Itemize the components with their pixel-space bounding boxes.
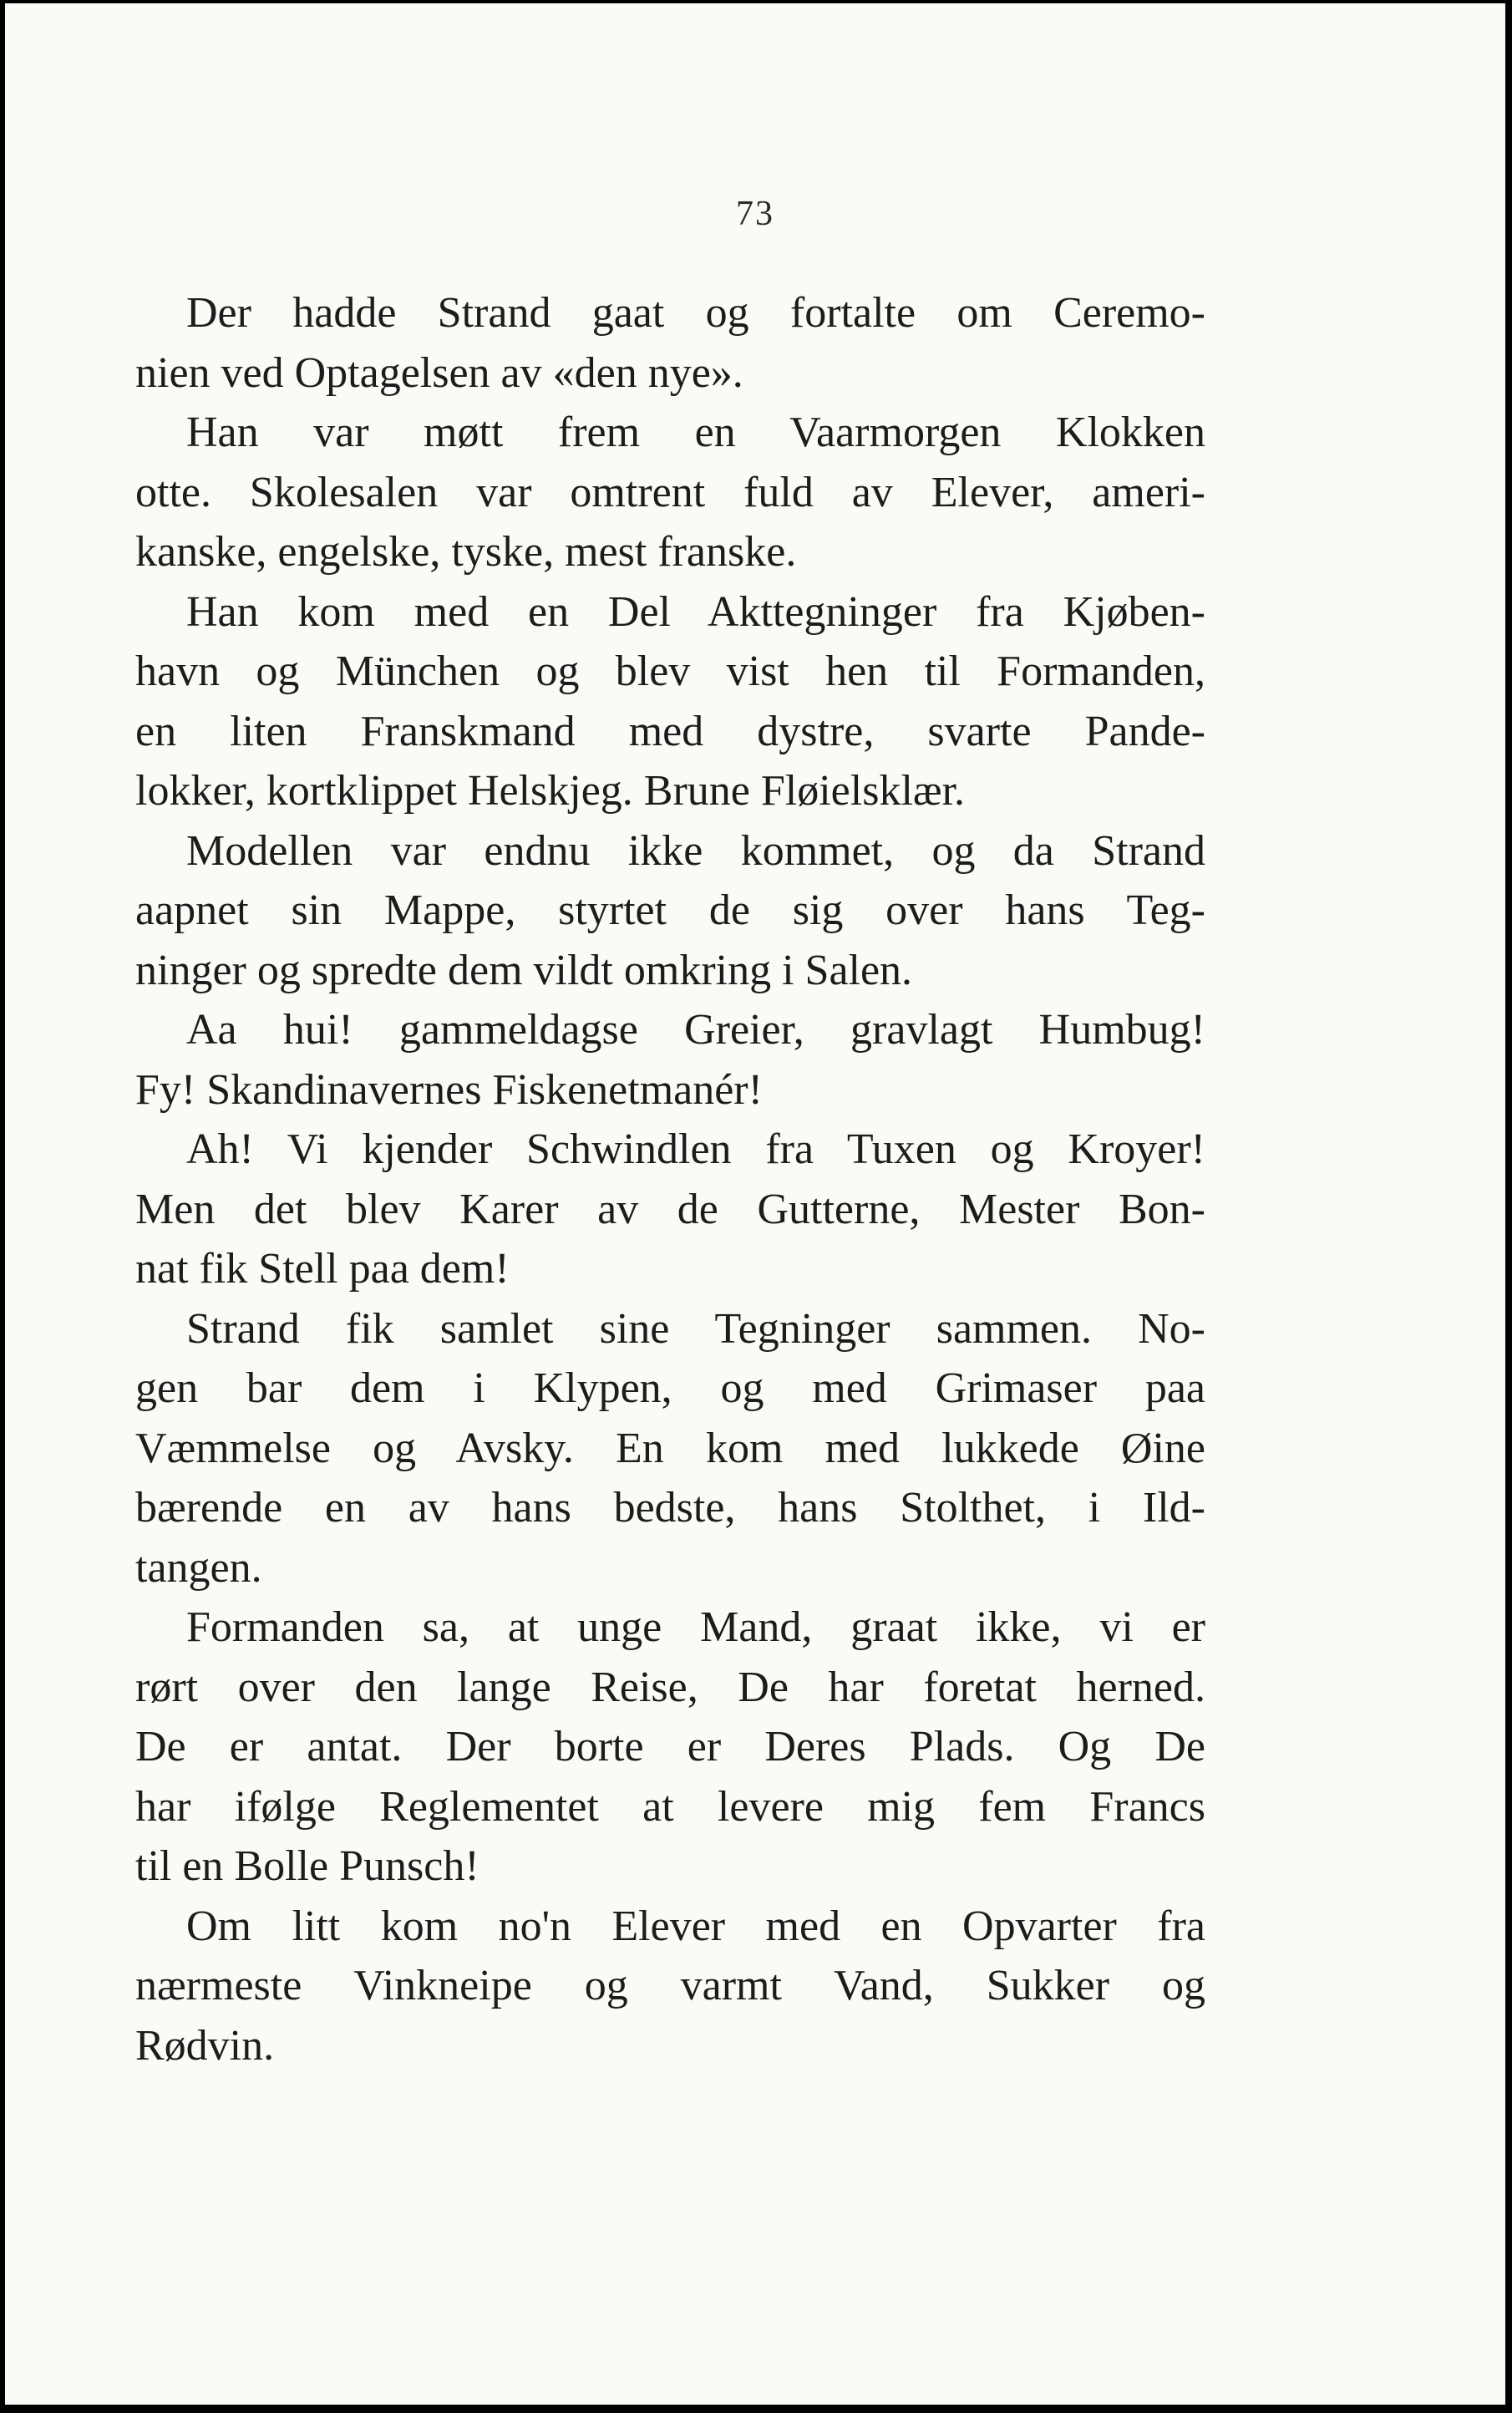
text-line: lokker, kortklippet Helskjeg. Brune Fløielsklær.: [135, 767, 966, 815]
text-line: De er antat. Der borte er Deres Plads. Og De: [135, 1723, 1205, 1770]
text-line: nien ved Optagelsen av «den nye».: [135, 348, 743, 397]
text-line: Modellen var endnu ikke kommet, og da Strand: [186, 826, 1205, 875]
text-line: til en Bolle Punsch!: [135, 1842, 479, 1890]
text-line: bærende en av hans bedste, hans Stolthet, i Ild-: [135, 1484, 1205, 1532]
text-line: Han var møtt frem en Vaarmorgen Klokken: [186, 409, 1205, 456]
text-line: Rødvin.: [135, 2021, 275, 2070]
text-line: Der hadde Strand gaat og fortalte om Ceremo-: [186, 289, 1205, 337]
text-line: en liten Franskmand med dystre, svarte Pande-: [135, 707, 1205, 755]
text-line: kanske, engelske, tyske, mest franske.: [135, 528, 797, 576]
text-line: Fy! Skandinavernes Fiskenetmanér!: [135, 1065, 763, 1114]
page-number: 73: [736, 195, 774, 233]
text-line: nat fik Stell paa dem!: [135, 1245, 510, 1293]
text-line: har ifølge Reglementet at levere mig fem Francs: [135, 1782, 1205, 1831]
body-text: [135, 283, 1205, 2075]
text-line: otte. Skolesalen var omtrent fuld av Elever, ameri-: [135, 468, 1205, 516]
text-line: aapnet sin Mappe, styrtet de sig over hans Teg-: [135, 886, 1205, 934]
text-line: Han kom med en Del Akttegninger fra Kjøben-: [186, 587, 1205, 636]
text-line: rørt over den lange Reise, De har foretat herned.: [135, 1663, 1205, 1711]
text-line: gen bar dem i Klypen, og med Grimaser paa: [135, 1364, 1205, 1412]
text-line: Strand fik samlet sine Tegninger sammen. No-: [186, 1304, 1205, 1353]
text-line: Ah! Vi kjender Schwindlen fra Tuxen og Kroyer!: [186, 1125, 1205, 1173]
book-page: [5, 3, 1505, 2405]
text-line: Men det blev Karer av de Gutterne, Mester Bon-: [135, 1185, 1205, 1233]
text-line: Aa hui! gammeldagse Greier, gravlagt Humbug!: [186, 1006, 1205, 1054]
text-line: ninger og spredte dem vildt omkring i Salen.: [135, 946, 913, 994]
text-line: Væmmelse og Avsky. En kom med lukkede Øine: [135, 1424, 1205, 1472]
text-line: havn og München og blev vist hen til Formanden,: [135, 648, 1205, 695]
text-line: tangen.: [135, 1543, 262, 1592]
text-line: nærmeste Vinkneipe og varmt Vand, Sukker og: [135, 1962, 1205, 2009]
text-line: Formanden sa, at unge Mand, graat ikke, vi er: [186, 1603, 1205, 1651]
text-line: Om litt kom no'n Elever med en Opvarter fra: [186, 1902, 1205, 1950]
